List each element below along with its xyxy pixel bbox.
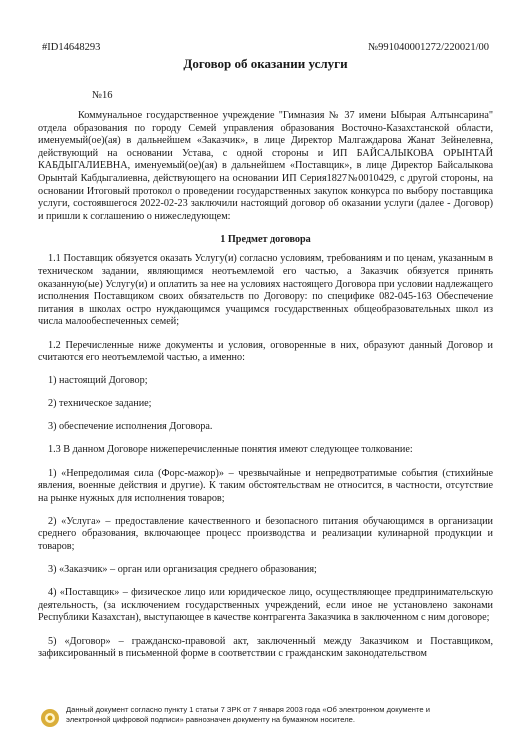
clause-1-3: 1.3 В данном Договоре нижеперечисленные понятия имеют следующее толкование:	[48, 444, 413, 456]
e-signature-notice	[40, 705, 510, 737]
definition-item: 5) «Договор» – гражданско-правовой акт, заключенный между Заказчиком и Поставщиком, зафиксированный в письменной форме в соответствии с гражданским законодательством	[38, 635, 493, 660]
section-heading: 1 Предмет договора	[220, 233, 311, 245]
definition-item: 2) «Услуга» – предоставление качественного и безопасного питания обучающимся в организации среднего образования, включающее процесс производства и реализации кулинарной продукции и товаров;	[38, 515, 493, 553]
definition-item: 1) «Непредолимая сила (Форс-мажор)» – чрезвычайные и непредвотратимые события (стихийные явления, военные действия и другие). К таким обстоятельствам не относится, в частности, отсутствие на рынке нужных для исполнения товаров;	[38, 467, 493, 504]
clause-1-1: 1.1 Поставщик обязуется оказать Услугу(и) согласно условиям, требованиям и по ценам, указанным в техническом задании, являющимся неотъемлемой его частью, а Заказчик обязуется принять оказанную(ые) Услугу(и) и оплатить за нее на условиях настоящего Договора при условии надлежащего исполнения Поставщиком своих обязательств по Договору: по спецификe 082-045-163 Обеспечение питания в школах остро нуждающимся учащимся государственных общеобразовательных школ из числа малообеспеченных семей;	[38, 253, 493, 328]
definition-item: 3) «Заказчик» – орган или организация среднего образования;	[48, 564, 317, 576]
contract-number: №16	[92, 90, 113, 101]
preamble-paragraph: Коммунальное государственное учреждение "Гимназия № 37 имени Ыбырая Алтынсарина" отдела образования по городу Семей управления образования Восточно-Казахстанской области, именуемый(ое)(ая) в дальнейшем «Заказчик», в лице Директор Малгаждарова Жанат Зейнелевна, действующий на основании Устава, с одной стороны и ИП БАЙСАЛЫКОВА ОРЫНТАЙ КАБДЫГАЛИЕВНА, именуемый(ое)(ая) в дальнейшем «Поставщик», в лице Директор Байсалыкова Орынтай Кабдыгалиевна, действующего на основании ИП Серия1827№0010429, с другой стороны, на основании Итоговый протокол о проведении государственных закупок конкурса по выбору поставщика услуги, состоявшегося 2022-02-23 заключили настоящий договор об оказании услуги (далее - Договор) и пришли к соглашению о нижеследующем:	[38, 110, 493, 222]
document-body	[38, 110, 493, 671]
list-item: 3) обеспечение исполнения Договора.	[48, 421, 213, 433]
document-title: Договор об оказании услуги	[183, 56, 348, 71]
notice-line-1: Данный документ согласно пункту 1 статьи 7 ЗРК от 7 января 2003 года «Об электронном документе и	[66, 705, 430, 714]
definition-item: 4) «Поставщик» – физическое лицо или юридическое лицо, осуществляющее предпринимательскую деятельность, (за исключением государственных учреждений, если иное не установлено законами Республики Казахстан), выступающее в качестве контрагента Заказчика в заключенном с ним договоре;	[38, 587, 493, 624]
emblem-icon	[40, 707, 60, 729]
notice-line-2: электронной цифровой подписи» равнозначен документу на бумажном носителе.	[66, 715, 355, 724]
clause-1-2: 1.2 Перечисленные ниже документы и условия, оговоренные в них, образуют данный Договор и считаются его неотъемлемой частью, а именно:	[38, 339, 493, 364]
document-id: #ID14648293	[42, 42, 101, 53]
registry-number: №991040001272/220021/00	[368, 42, 489, 53]
list-item: 2) техническое задание;	[48, 398, 152, 410]
list-item: 1) настоящий Договор;	[48, 375, 148, 387]
